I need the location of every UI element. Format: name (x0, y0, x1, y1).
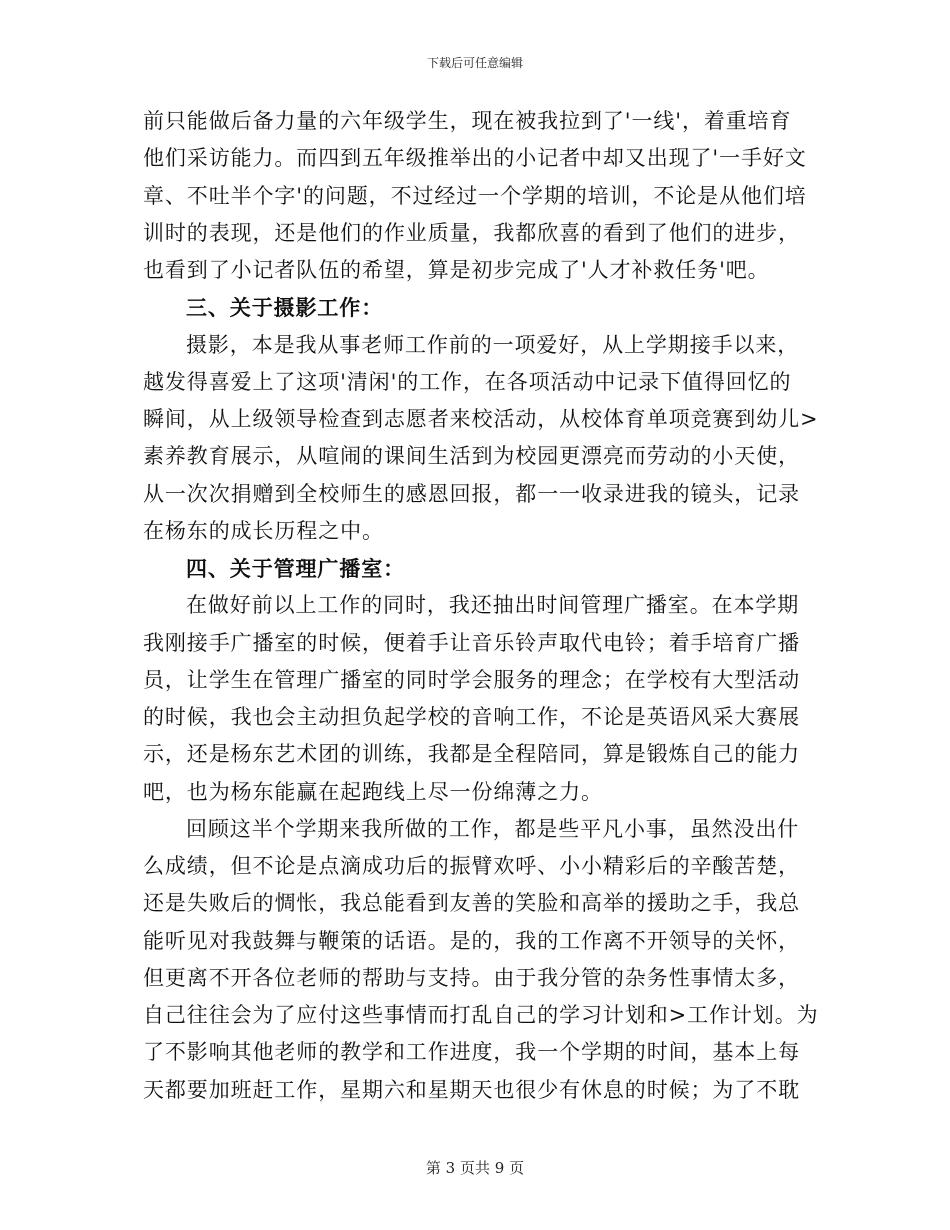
text-line: 摄影，本是我从事老师工作前的一项爱好，从上学期接手以来， (186, 332, 800, 357)
text-line: 示，还是杨东艺术团的训练，我都是全程陪同，算是锻炼自己的能力 (143, 742, 800, 767)
text-line: 自己往往会为了应付这些事情而打乱自己的学习计划和>工作计划。为 (143, 1003, 819, 1027)
text-line: 章、不吐半个字'的问题，不过经过一个学期的培训，不论是从他们培 (143, 183, 807, 208)
text-line: 吧，也为杨东能赢在起跑线上尽一份绵薄之力。 (143, 779, 603, 804)
text-line: 也看到了小记者队伍的希望，算是初步完成了'人才补救任务'吧。 (143, 258, 770, 282)
text-line: 天都要加班赶工作，星期六和星期天也很少有休息的时候；为了不耽 (143, 1077, 800, 1102)
text-line: 从一次次捐赠到全校师生的感恩回报，都一一收录进我的镜头，记录 (143, 481, 800, 506)
text-line: 在杨东的成长历程之中。 (143, 518, 384, 543)
document-body (143, 103, 819, 1109)
text-line: 了不影响其他老师的教学和工作进度，我一个学期的时间，基本上每 (143, 1040, 800, 1065)
text-line: 在做好前以上工作的同时，我还抽出时间管理广播室。在本学期 (186, 593, 800, 618)
section-heading: 四、关于管理广播室： (186, 556, 405, 581)
text-line: 能听见对我鼓舞与鞭策的话语。是的，我的工作离不开领导的关怀， (143, 928, 800, 953)
text-line: 越发得喜爱上了这项'清闲'的工作，在各项活动中记录下值得回忆的 (143, 369, 792, 394)
text-line: 回顾这半个学期来我所做的工作，都是些平凡小事，虽然没出什 (186, 816, 800, 841)
text-line: 瞬间，从上级领导检查到志愿者来校活动，从校体育单项竞赛到幼儿> (143, 407, 819, 431)
text-line: 我刚接手广播室的时候，便着手让音乐铃声取代电铃；着手培育广播 (143, 630, 800, 655)
text-line: 素养教育展示，从喧闹的课间生活到为校园更漂亮而劳动的小天使， (143, 444, 800, 469)
text-line: 他们采访能力。而四到五年级推举出的小记者中却又出现了'一手好文 (143, 146, 807, 171)
page-header: 下载后可任意编辑 (426, 56, 523, 70)
text-line: 还是失败后的惆怅，我总能看到友善的笑脸和高举的援助之手，我总 (143, 891, 800, 916)
section-heading: 三、关于摄影工作： (186, 295, 384, 321)
text-line: 但更离不开各位老师的帮助与支持。由于我分管的杂务性事情太多， (143, 965, 800, 990)
text-line: 训时的表现，还是他们的作业质量，我都欣喜的看到了他们的进步， (143, 220, 800, 245)
page-number: 第 3 页共 9 页 (425, 1159, 525, 1177)
text-line: 么成绩，但不论是点滴成功后的振臂欢呼、小小精彩后的辛酸苦楚， (143, 854, 800, 878)
text-line: 员，让学生在管理广播室的同时学会服务的理念；在学校有大型活动 (143, 667, 800, 692)
text-line: 的时候，我也会主动担负起学校的音响工作，不论是英语风采大赛展 (143, 705, 800, 729)
text-line: 前只能做后备力量的六年级学生，现在被我拉到了'一线'，着重培育 (143, 109, 792, 133)
